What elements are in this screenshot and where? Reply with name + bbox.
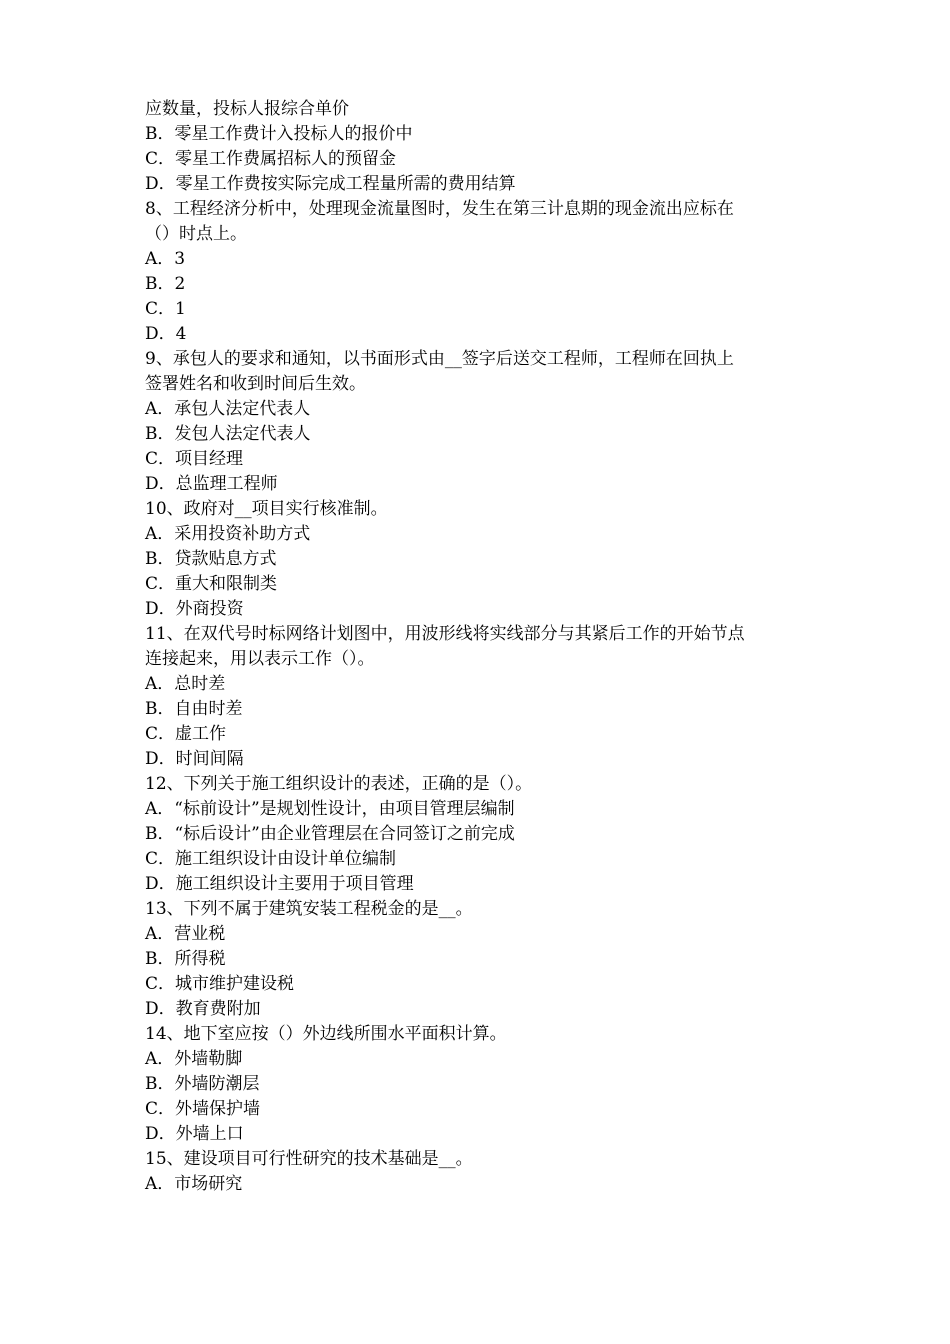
question-11-option-a: A．总时差 bbox=[145, 674, 226, 694]
question-12-option-a: A．“标前设计”是规划性设计，由项目管理层编制 bbox=[145, 799, 515, 819]
question-13-option-d: D．教育费附加 bbox=[145, 999, 261, 1019]
question-9-option-c: C．项目经理 bbox=[145, 449, 244, 469]
question-9-option-a: A．承包人法定代表人 bbox=[145, 399, 311, 419]
question-14-option-a: A．外墙勒脚 bbox=[145, 1049, 243, 1069]
option-line: D．零星工作费按实际完成工程量所需的费用结算 bbox=[145, 174, 516, 194]
question-8-option-b: B．2 bbox=[145, 274, 186, 294]
question-14-option-b: B．外墙防潮层 bbox=[145, 1074, 260, 1094]
question-14-stem: 14、地下室应按（）外边线所围水平面积计算。 bbox=[145, 1024, 507, 1044]
option-line: B．零星工作费计入投标人的报价中 bbox=[145, 124, 413, 144]
question-11-option-d: D．时间间隔 bbox=[145, 749, 244, 769]
question-8-option-d: D．4 bbox=[145, 324, 187, 344]
question-10-option-a: A．采用投资补助方式 bbox=[145, 524, 311, 544]
question-9-stem: 签署姓名和收到时间后生效。 bbox=[145, 374, 366, 394]
question-12-option-b: B．“标后设计”由企业管理层在合同签订之前完成 bbox=[145, 824, 515, 844]
option-line: C．零星工作费属招标人的预留金 bbox=[145, 149, 397, 169]
question-11-option-c: C．虚工作 bbox=[145, 724, 227, 744]
question-11-option-b: B．自由时差 bbox=[145, 699, 243, 719]
question-15-stem: 15、建设项目可行性研究的技术基础是__。 bbox=[145, 1149, 473, 1169]
question-8-option-c: C．1 bbox=[145, 299, 186, 319]
question-13-option-c: C．城市维护建设税 bbox=[145, 974, 295, 994]
question-12-option-c: C．施工组织设计由设计单位编制 bbox=[145, 849, 397, 869]
question-8-stem: 8、工程经济分析中，处理现金流量图时，发生在第三计息期的现金流出应标在 bbox=[145, 199, 734, 219]
document-page bbox=[145, 97, 815, 1197]
question-10-option-c: C．重大和限制类 bbox=[145, 574, 278, 594]
question-13-option-a: A．营业税 bbox=[145, 924, 226, 944]
question-15-option-a: A．市场研究 bbox=[145, 1174, 243, 1194]
question-9-stem: 9、承包人的要求和通知，以书面形式由__签字后送交工程师，工程师在回执上 bbox=[145, 349, 734, 369]
question-11-stem: 11、在双代号时标网络计划图中，用波形线将实线部分与其紧后工作的开始节点 bbox=[145, 624, 745, 644]
question-14-option-d: D．外墙上口 bbox=[145, 1124, 244, 1144]
question-13-option-b: B．所得税 bbox=[145, 949, 226, 969]
question-14-option-c: C．外墙保护墙 bbox=[145, 1099, 261, 1119]
question-8-stem: （）时点上。 bbox=[145, 224, 247, 244]
question-11-stem: 连接起来，用以表示工作（）。 bbox=[145, 649, 375, 669]
question-12-stem: 12、下列关于施工组织设计的表述，正确的是（）。 bbox=[145, 774, 533, 794]
question-10-option-d: D．外商投资 bbox=[145, 599, 244, 619]
question-10-option-b: B．贷款贴息方式 bbox=[145, 549, 277, 569]
question-12-option-d: D．施工组织设计主要用于项目管理 bbox=[145, 874, 414, 894]
lead-in-line: 应数量，投标人报综合单价 bbox=[145, 99, 349, 119]
question-9-option-d: D．总监理工程师 bbox=[145, 474, 278, 494]
question-8-option-a: A．3 bbox=[145, 249, 186, 269]
question-10-stem: 10、政府对__项目实行核准制。 bbox=[145, 499, 388, 519]
question-9-option-b: B．发包人法定代表人 bbox=[145, 424, 311, 444]
question-13-stem: 13、下列不属于建筑安装工程税金的是__。 bbox=[145, 899, 473, 919]
